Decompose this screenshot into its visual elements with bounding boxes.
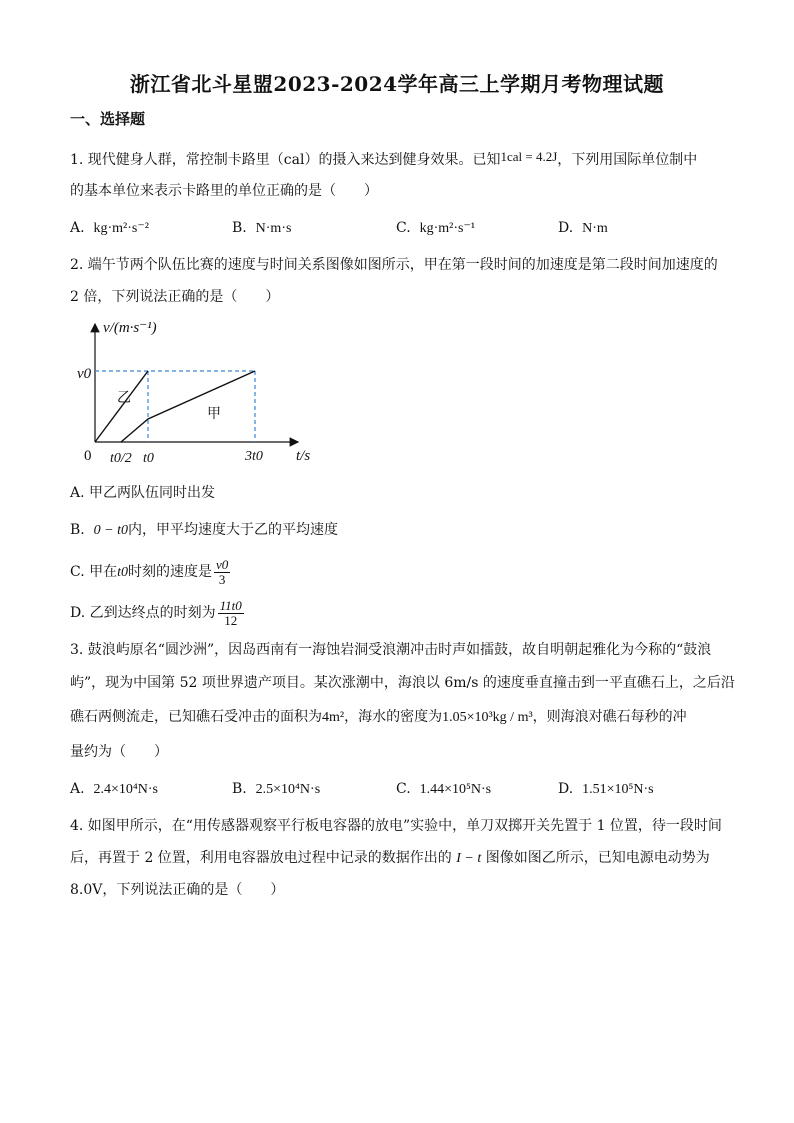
- option-label: B.: [232, 781, 247, 797]
- y-axis-label: v/(m·s⁻¹): [103, 320, 157, 336]
- option-label: B.: [232, 220, 247, 236]
- option-label: A.: [70, 781, 85, 797]
- jia-label: 甲: [207, 407, 221, 422]
- fraction: [218, 599, 244, 628]
- option-label: D. 乙到达终点的时刻为: [70, 605, 216, 621]
- q1-text-b: ，下列用国际单位制中: [557, 152, 698, 168]
- option-math: t0: [117, 565, 129, 580]
- 3t0-label: 3t0: [245, 449, 263, 464]
- q3-stem-line3: [70, 708, 687, 727]
- yi-label: 乙: [117, 391, 131, 406]
- q3-stem-line2: 屿”，现为中国第 52 项世界遗产项目。某次涨潮中，海浪以 6m/s 的速度垂直撞击到一平直礁石上，之后沿: [70, 675, 735, 691]
- option-text: 内，甲平均速度大于乙的平均速度: [128, 522, 338, 538]
- q2-stem-line2: 2 倍，下列说法正确的是（ ）: [70, 289, 280, 305]
- option-label: D.: [558, 781, 574, 797]
- jia-line: [121, 371, 255, 442]
- option-text: N·m: [582, 221, 608, 236]
- option-label: A.: [70, 220, 85, 236]
- t0-label: t0: [143, 451, 154, 466]
- q1-option-a[interactable]: [70, 219, 149, 238]
- fraction-denominator: 3: [218, 571, 226, 587]
- q4-stem-line1: 4. 如图甲所示，在“用传感器观察平行板电容器的放电”实验中，单刀双掷开关先置于 1 位置，待一段时间: [70, 818, 722, 834]
- q1-option-b[interactable]: [232, 219, 291, 238]
- q3-option-a[interactable]: [70, 780, 158, 799]
- stem-text: ，海水的密度为: [344, 709, 443, 725]
- q1-stem-line2: 的基本单位来表示卡路里的单位正确的是（ ）: [70, 183, 378, 199]
- q1-stem-line1: [70, 148, 697, 169]
- option-text: kg·m²·s⁻²: [93, 221, 149, 236]
- q2-option-a[interactable]: A. 甲乙两队伍同时出发: [70, 485, 216, 501]
- q3-stem-line4: 量约为（ ）: [70, 744, 168, 760]
- option-label: C.: [396, 781, 411, 797]
- q1-option-d[interactable]: [558, 219, 608, 238]
- q3-option-c[interactable]: [396, 780, 491, 799]
- option-label: C. 甲在: [70, 564, 118, 580]
- q1-text-a: 1. 现代健身人群，常控制卡路里（cal）的摄入来达到健身效果。已知: [70, 152, 501, 168]
- q4-stem-line3: 8.0V，下列说法正确的是（ ）: [70, 882, 285, 898]
- q2-option-b[interactable]: [70, 521, 338, 540]
- q2-option-d[interactable]: [70, 595, 246, 631]
- area-value: 4m²: [322, 710, 345, 725]
- yi-line: [95, 371, 148, 442]
- v0-label: v0: [77, 366, 92, 382]
- x-axis-label: t/s: [296, 448, 311, 464]
- option-text: 1.51×10⁵N·s: [582, 782, 654, 797]
- origin-label: 0: [84, 448, 92, 464]
- density-value: 1.05×10³kg / m³: [442, 710, 533, 725]
- section-heading: 一、选择题: [70, 110, 146, 128]
- option-math: 0 − t0: [93, 523, 128, 538]
- q2-option-c[interactable]: [70, 554, 232, 590]
- option-label: C.: [396, 220, 411, 236]
- fraction-numerator: 11t0: [219, 597, 242, 613]
- q1-equation: 1cal = 4.2J: [500, 149, 558, 164]
- stem-text: ，则海浪对礁石每秒的冲: [532, 709, 687, 725]
- fraction-numerator: v0: [216, 556, 229, 572]
- q1-option-c[interactable]: [396, 219, 475, 238]
- option-text: N·m·s: [255, 221, 292, 236]
- stem-text: 礁石两侧流走，已知礁石受冲击的面积为: [70, 709, 322, 725]
- option-text: 时刻的速度是: [128, 564, 213, 580]
- q3-option-d[interactable]: [558, 780, 654, 799]
- q2-stem-line1: 2. 端午节两个队伍比赛的速度与时间关系图像如图所示，甲在第一段时间的加速度是第二段时间加速度的: [70, 257, 718, 273]
- stem-text: 后，再置于 2 位置，利用电容器放电过程中记录的数据作出的: [70, 850, 452, 866]
- page-title: 浙江省北斗星盟2023-2024学年高三上学期月考物理试题: [129, 72, 665, 96]
- option-text: 2.4×10⁴N·s: [93, 782, 158, 797]
- fraction: [214, 558, 230, 587]
- i-t-math: I − t: [456, 851, 482, 866]
- option-text: 2.5×10⁴N·s: [255, 782, 321, 797]
- fraction-denominator: 12: [224, 612, 238, 628]
- q3-option-b[interactable]: [232, 780, 320, 799]
- q4-stem-line2: [70, 849, 710, 868]
- q3-stem-line1: 3. 鼓浪屿原名“圆沙洲”，因岛西南有一海蚀岩洞受浪潮冲击时声如擂鼓，故自明朝起雅化为今称的“鼓浪: [70, 642, 712, 658]
- option-label: B.: [70, 522, 85, 538]
- option-text: 1.44×10⁵N·s: [419, 782, 492, 797]
- velocity-time-graph: [70, 312, 330, 472]
- option-label: D.: [558, 220, 574, 236]
- option-text: kg·m²·s⁻¹: [419, 221, 476, 236]
- t-half-label: t0/2: [110, 451, 132, 466]
- stem-text: 图像如图乙所示，已知电源电动势为: [485, 850, 710, 866]
